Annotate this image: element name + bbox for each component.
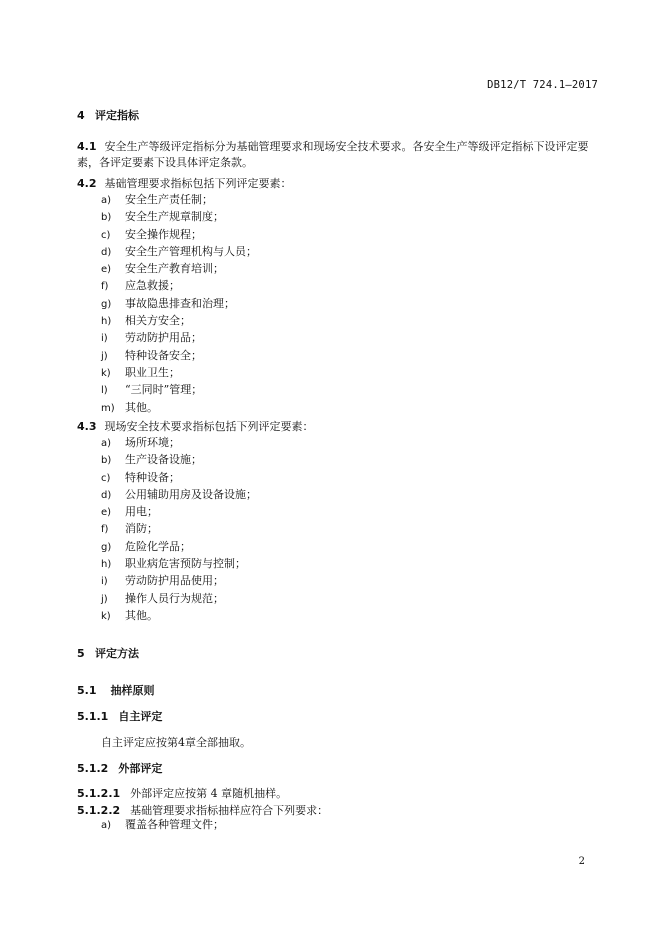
section-number: 4 <box>77 109 85 122</box>
list-4-3 <box>101 434 257 624</box>
section-5-1-2-heading <box>77 760 162 776</box>
list-item: i) 劳动防护用品使用； <box>101 574 224 588</box>
list-item: e) 安全生产教育培训； <box>101 262 224 276</box>
clause-4-3 <box>77 419 599 435</box>
list-item: k) 职业卫生； <box>101 365 180 379</box>
section-5-1-heading <box>77 682 155 698</box>
clause-number: 4.3 <box>77 420 97 433</box>
list-item: d) 公用辅助用房及设备设施； <box>101 487 257 501</box>
paragraph-5-1-1: 自主评定应按第4章全部抽取。 <box>101 736 251 749</box>
list-item: e) 用电； <box>101 505 158 519</box>
clause-text: 基础管理要求指标抽样应符合下列要求： <box>130 804 329 817</box>
list-item: c) 安全操作规程； <box>101 227 202 241</box>
list-item: g) 危险化学品； <box>101 539 191 553</box>
list-item: h) 职业病危害预防与控制； <box>101 557 246 571</box>
clause-text: 外部评定应按第 4 章随机抽样。 <box>130 787 288 800</box>
clause-text: 安全生产等级评定指标分为基础管理要求和现场安全技术要求。各安全生产等级评定指标下设评定要素，各评定要素下设具体评定条款。 <box>77 140 589 169</box>
list-item: b) 安全生产规章制度； <box>101 210 224 224</box>
section-4-heading <box>77 107 139 123</box>
list-item: a) 安全生产责任制； <box>101 193 213 206</box>
section-title: 自主评定 <box>118 710 163 723</box>
section-title: 外部评定 <box>118 762 163 775</box>
list-item: a) 场所环境； <box>101 436 180 449</box>
list-item: b) 生产设备设施； <box>101 453 202 467</box>
list-item: i) 劳动防护用品； <box>101 331 202 345</box>
section-5-1-1-heading <box>77 708 162 724</box>
list-item: a) 覆盖各种管理文件； <box>101 818 224 831</box>
section-title: 评定方法 <box>95 647 139 660</box>
section-5-heading <box>77 645 139 661</box>
clause-text: 基础管理要求指标包括下列评定要素： <box>104 177 292 190</box>
list-item: j) 操作人员行为规范； <box>101 591 224 605</box>
section-number: 5.1.2 <box>77 762 109 775</box>
list-item: g) 事故隐患排查和治理； <box>101 296 235 310</box>
section-number: 5.1.1 <box>77 710 109 723</box>
list-item: f) 消防； <box>101 522 158 536</box>
clause-4-1 <box>77 139 599 171</box>
list-item: j) 特种设备安全； <box>101 348 202 362</box>
section-title: 评定指标 <box>95 109 139 122</box>
clause-5-1-2-1 <box>77 785 287 801</box>
list-item: k) 其他。 <box>101 608 158 622</box>
list-4-2 <box>101 191 257 416</box>
clause-number: 4.2 <box>77 177 97 190</box>
clause-number: 5.1.2.2 <box>77 804 121 817</box>
page-number: 2 <box>578 856 585 867</box>
clause-number: 4.1 <box>77 140 97 153</box>
list-item: l) “三同时”管理； <box>101 383 203 397</box>
clause-number: 5.1.2.1 <box>77 787 121 800</box>
list-item: h) 相关方安全； <box>101 314 191 328</box>
list-item: c) 特种设备； <box>101 470 180 484</box>
clause-4-2 <box>77 176 599 192</box>
list-item: d) 安全生产管理机构与人员； <box>101 244 257 258</box>
section-title: 抽样原则 <box>110 684 155 697</box>
list-item: f) 应急救援； <box>101 279 180 293</box>
list-item: m) 其他。 <box>101 400 158 414</box>
list-5-1-2-2 <box>101 816 224 833</box>
document-code-header: DB12/T 724.1—2017 <box>487 79 598 91</box>
section-number: 5.1 <box>77 684 97 697</box>
clause-text: 现场安全技术要求指标包括下列评定要素： <box>104 420 314 433</box>
section-number: 5 <box>77 647 85 660</box>
